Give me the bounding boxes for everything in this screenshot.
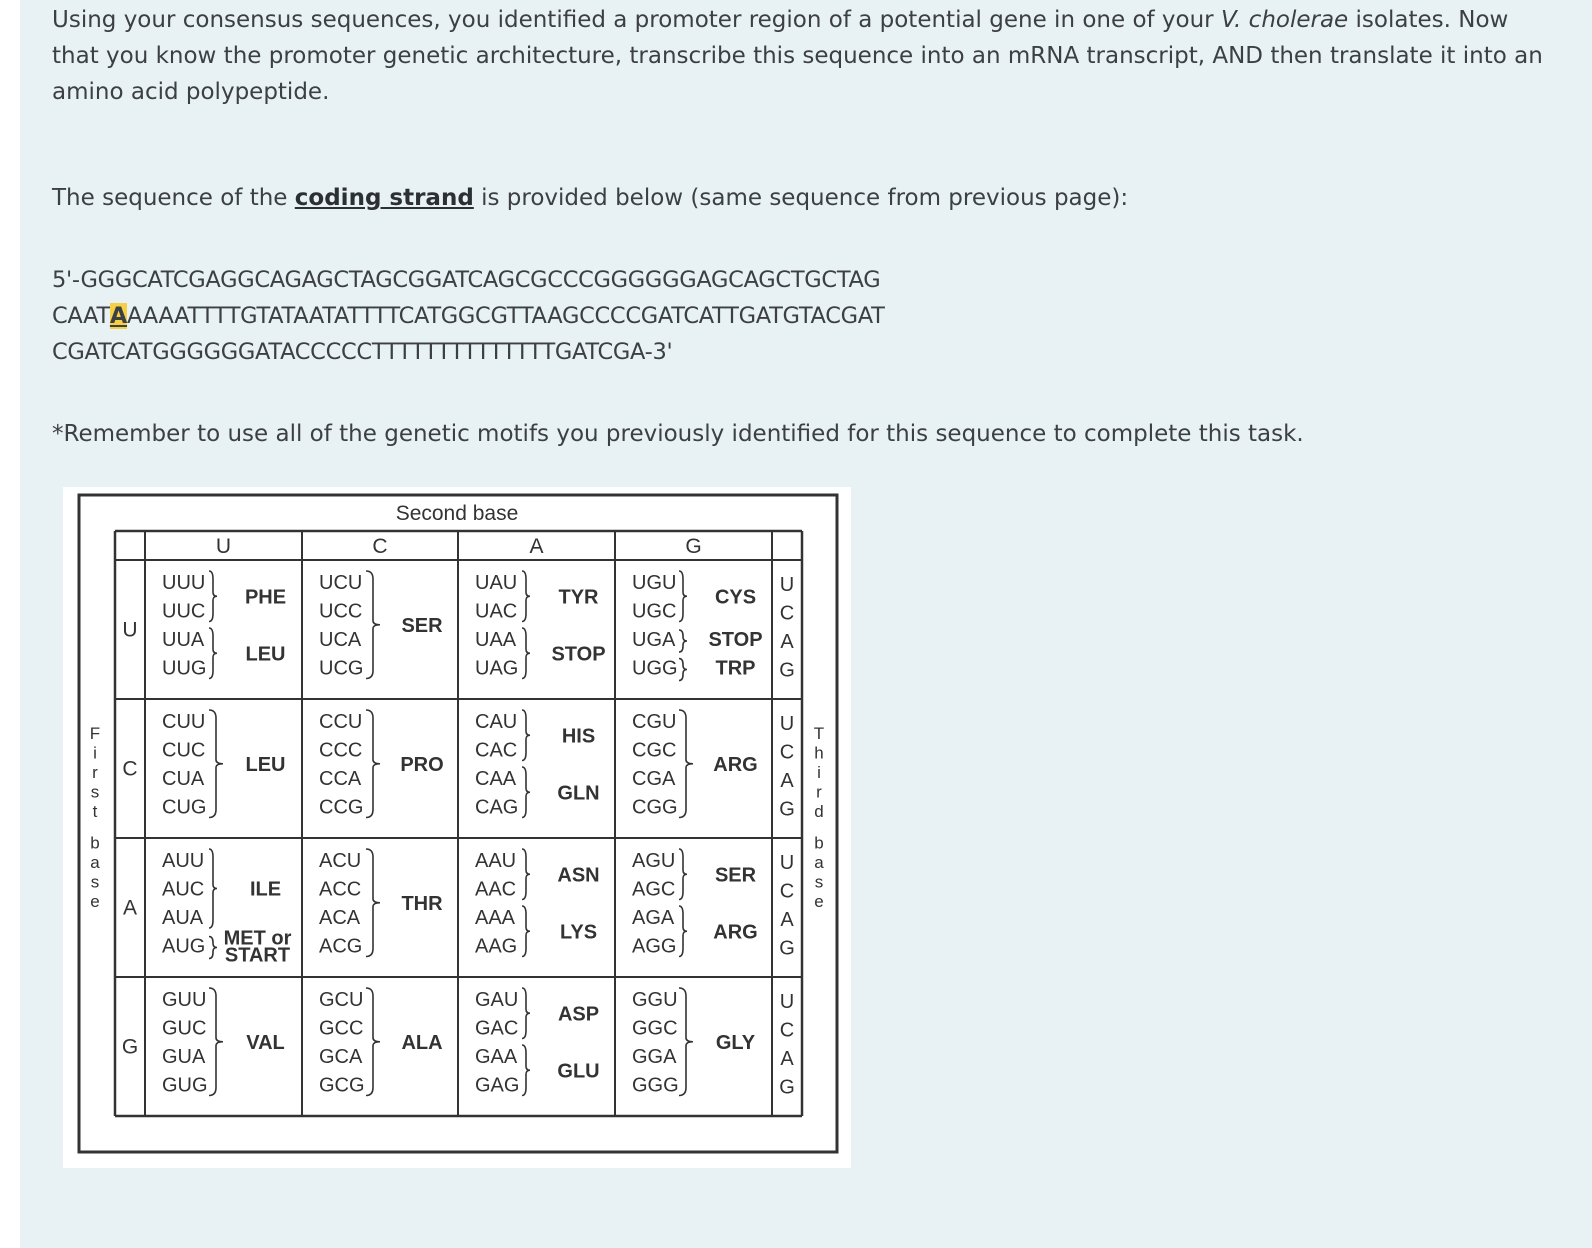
- first-base-label-G: G: [121, 1035, 139, 1059]
- codon-AUC: AUC: [162, 878, 205, 901]
- codon-CGA: CGA: [632, 768, 676, 790]
- codon-group-brace: [679, 630, 687, 652]
- intro-paragraph: [52, 2, 1552, 110]
- codon-CAU: CAU: [475, 711, 518, 733]
- first-base-label-letter: a: [90, 853, 100, 872]
- codon-group-brace: [209, 988, 223, 1096]
- third-base-label-letter: s: [814, 872, 824, 892]
- codon-group-brace: [209, 628, 217, 679]
- third-base-label-letter: b: [814, 833, 824, 853]
- first-base-label-letter: b: [90, 833, 100, 853]
- second-base-header: C: [372, 535, 388, 558]
- amino-acid-label-arg: ARG: [713, 921, 758, 944]
- amino-acid-label-start: START: [224, 944, 291, 967]
- codon-AUU: AUU: [162, 850, 205, 872]
- third-base-letter: A: [780, 770, 794, 792]
- codon-CCG: CCG: [319, 796, 364, 819]
- codon-CUC: CUC: [162, 739, 206, 762]
- third-base-letter: C: [779, 741, 795, 764]
- third-base-letter: U: [779, 713, 795, 735]
- codon-GUU: GUU: [162, 989, 207, 1011]
- codon-group-brace: [522, 710, 530, 761]
- first-base-label-letter: r: [92, 763, 98, 782]
- amino-acid-label-phe: PHE: [244, 586, 287, 609]
- codon-GUG: GUG: [162, 1074, 208, 1097]
- codon-UGC: UGC: [632, 600, 677, 623]
- amino-acid-label-cys: CYS: [714, 586, 757, 609]
- first-base-label-A: A: [122, 896, 138, 920]
- codon-group-brace: [522, 628, 530, 679]
- codon-group-brace: [209, 710, 223, 818]
- first-base-label-letter: s: [90, 782, 100, 802]
- codon-GGG: GGG: [632, 1074, 679, 1097]
- coding-strand-paragraph: [52, 180, 1128, 216]
- codon-group-brace: [366, 988, 380, 1096]
- codon-ACU: ACU: [319, 850, 362, 872]
- codon-group-brace: [679, 659, 687, 681]
- third-base-label-letter: e: [814, 892, 824, 911]
- third-base-letter: G: [779, 659, 795, 682]
- codon-group-brace: [679, 988, 693, 1096]
- third-base-letter: C: [779, 1019, 795, 1042]
- codon-group-brace: [366, 710, 380, 818]
- codon-GGA: GGA: [632, 1046, 677, 1068]
- codon-group-brace: [366, 849, 380, 957]
- first-base-label-letter: t: [92, 802, 98, 821]
- amino-acid-label-pro: PRO: [400, 753, 444, 776]
- codon-AAC: AAC: [475, 878, 517, 901]
- codon-AAU: AAU: [475, 850, 517, 872]
- amino-acid-label-val: VAL: [246, 1031, 285, 1054]
- codon-UGU: UGU: [632, 572, 677, 594]
- codon-GAC: GAC: [475, 1017, 519, 1040]
- codon-CCA: CCA: [319, 768, 362, 790]
- codon-GAA: GAA: [475, 1046, 518, 1068]
- third-base-letter: C: [779, 602, 795, 625]
- third-base-label-letter: i: [817, 763, 821, 782]
- codon-AUA: AUA: [162, 907, 204, 929]
- amino-acid-label-tyr: TYR: [558, 586, 599, 609]
- codon-group-brace: [522, 1045, 530, 1096]
- third-base-label-letter: r: [816, 782, 822, 802]
- codon-group-brace: [522, 906, 530, 957]
- amino-acid-label-lys: LYS: [559, 921, 598, 944]
- amino-acid-label-ile: ILE: [249, 878, 282, 901]
- codon-group-brace: [679, 710, 693, 818]
- codon-GGU: GGU: [632, 989, 678, 1011]
- amino-acid-label-asp: ASP: [557, 1003, 600, 1026]
- sequence-line-3: CGATCATGGGGGGATACCCCCTTTTTTTTTTTTTTGATCGA-3': [52, 339, 673, 365]
- codon-GCC: GCC: [319, 1017, 364, 1040]
- dna-sequence: [52, 262, 885, 370]
- third-base-label-letter: T: [813, 724, 825, 743]
- first-base-label-U: U: [122, 618, 138, 642]
- codon-group-brace: [209, 937, 217, 959]
- coding-strand-term: coding strand: [294, 185, 474, 211]
- codon-GUC: GUC: [162, 1017, 207, 1040]
- codon-group-brace: [366, 571, 380, 679]
- third-base-letter: U: [779, 852, 795, 874]
- amino-acid-label-ser: SER: [714, 864, 757, 887]
- codon-ACG: ACG: [319, 935, 363, 958]
- third-base-letter: U: [779, 574, 795, 596]
- codon-group-brace: [679, 849, 687, 900]
- codon-GAU: GAU: [475, 989, 519, 1011]
- codon-GGC: GGC: [632, 1017, 678, 1040]
- codon-CAC: CAC: [475, 739, 518, 762]
- sequence-line-1: 5'-GGGCATCGAGGCAGAGCTAGCGGATCAGCGCCCGGGGGGAGCAGCTGCTAG: [52, 267, 881, 293]
- amino-acid-label-ala: ALA: [401, 1031, 443, 1054]
- codon-group-brace: [679, 906, 687, 957]
- amino-acid-label-leu: LEU: [245, 643, 286, 666]
- codon-group-brace: [209, 571, 217, 622]
- codon-CGU: CGU: [632, 711, 677, 733]
- amino-acid-label-arg: ARG: [713, 753, 758, 776]
- first-base-label-C: C: [122, 757, 138, 781]
- codon-group-brace: [522, 571, 530, 622]
- codon-GAG: GAG: [475, 1074, 520, 1097]
- codon-AGC: AGC: [632, 878, 676, 901]
- amino-acid-label-glu: GLU: [557, 1060, 600, 1083]
- amino-acid-label-stop: STOP: [551, 643, 606, 666]
- first-base-label-letter: s: [90, 872, 100, 892]
- codon-UCG: UCG: [319, 657, 364, 680]
- amino-acid-label-leu: LEU: [245, 753, 286, 776]
- amino-acid-label-gly: GLY: [715, 1031, 756, 1054]
- codon-AAG: AAG: [475, 935, 518, 958]
- second-base-header: A: [529, 535, 544, 558]
- sequence-line-2-end: AAAATTTTGTATAATATTTTCATGGCGTTAAGCCCCGATCATTGATGTACGAT: [127, 303, 885, 329]
- codon-AGG: AGG: [632, 935, 677, 958]
- first-base-label-letter: i: [93, 743, 97, 763]
- amino-acid-label-met: MET or: [223, 927, 292, 950]
- amino-acid-label-his: HIS: [561, 725, 596, 748]
- codon-CGG: CGG: [632, 796, 678, 819]
- codon-group-brace: [522, 988, 530, 1039]
- codon-UUU: UUU: [162, 572, 206, 594]
- codon-UUC: UUC: [162, 600, 206, 623]
- reminder-note: *Remember to use all of the genetic motifs you previously identified for this sequence to complete this task.: [52, 421, 1304, 447]
- codon-GCA: GCA: [319, 1046, 363, 1068]
- third-base-letter: A: [780, 1048, 794, 1070]
- third-base-letter: U: [779, 991, 795, 1013]
- codon-GCG: GCG: [319, 1074, 365, 1097]
- codon-group-brace: [522, 767, 530, 818]
- codon-AUG: AUG: [162, 935, 206, 958]
- codon-CUG: CUG: [162, 796, 207, 819]
- amino-acid-label-thr: THR: [401, 892, 443, 915]
- codon-CUA: CUA: [162, 768, 205, 790]
- codon-CAA: CAA: [475, 768, 517, 790]
- codon-UAC: UAC: [475, 600, 518, 623]
- intro-text-start: Using your consensus sequences, you identified a promoter region of a potential gene in one of your: [52, 7, 1221, 33]
- codon-UGG: UGG: [632, 657, 678, 680]
- codon-UCU: UCU: [319, 572, 363, 594]
- codon-table: [63, 487, 851, 1168]
- third-base-letter: G: [779, 798, 795, 821]
- intro-text-end: isolates. Now that you know the promoter genetic architecture, transcribe this sequence into an mRNA transcript, AND then translate it into an amino acid polypeptide.: [52, 7, 1543, 105]
- third-base-letter: G: [779, 937, 795, 960]
- second-base-header: G: [685, 535, 702, 558]
- codon-ACA: ACA: [319, 907, 361, 929]
- third-base-label-letter: h: [814, 743, 824, 763]
- codon-UGA: UGA: [632, 629, 676, 651]
- codon-CCU: CCU: [319, 711, 363, 733]
- third-base-letter: A: [780, 631, 794, 653]
- amino-acid-label-stop: STOP: [708, 629, 763, 651]
- coding-text-start: The sequence of the: [52, 185, 295, 211]
- codon-UAU: UAU: [475, 572, 518, 594]
- codon-AGA: AGA: [632, 907, 675, 929]
- codon-group-brace: [679, 571, 687, 622]
- codon-UAA: UAA: [475, 629, 517, 651]
- codon-UCA: UCA: [319, 629, 362, 651]
- codon-CGC: CGC: [632, 739, 677, 762]
- amino-acid-label-trp: TRP: [715, 657, 756, 680]
- amino-acid-label-ser: SER: [401, 614, 443, 637]
- amino-acid-label-asn: ASN: [557, 864, 600, 887]
- codon-AGU: AGU: [632, 850, 676, 872]
- amino-acid-label-gln: GLN: [557, 782, 600, 805]
- codon-CUU: CUU: [162, 711, 206, 733]
- codon-GUA: GUA: [162, 1046, 206, 1068]
- codon-UUA: UUA: [162, 629, 205, 651]
- codon-GCU: GCU: [319, 989, 364, 1011]
- codon-group-brace: [522, 849, 530, 900]
- second-base-header: U: [215, 535, 232, 558]
- codon-ACC: ACC: [319, 878, 362, 901]
- sequence-line-2: [52, 298, 885, 334]
- codon-CCC: CCC: [319, 739, 363, 762]
- codon-AAA: AAA: [475, 907, 516, 929]
- codon-CAG: CAG: [475, 796, 519, 819]
- highlighted-nucleotide: A: [109, 303, 128, 329]
- second-base-label: Second base: [395, 502, 519, 525]
- codon-UUG: UUG: [162, 657, 207, 680]
- first-base-label-letter: e: [90, 892, 100, 911]
- codon-table-image: [63, 487, 851, 1168]
- third-base-label-letter: d: [814, 802, 824, 821]
- third-base-letter: A: [780, 909, 794, 931]
- coding-text-end: is provided below (same sequence from previous page):: [473, 185, 1129, 211]
- codon-UAG: UAG: [475, 657, 519, 680]
- species-name: V. cholerae: [1220, 7, 1349, 33]
- sequence-line-2-start: CAAT: [52, 303, 110, 329]
- third-base-label-letter: a: [814, 853, 824, 872]
- third-base-letter: G: [779, 1076, 795, 1099]
- first-base-label-letter: F: [89, 724, 101, 743]
- codon-group-brace: [209, 849, 217, 928]
- third-base-letter: C: [779, 880, 795, 903]
- codon-UCC: UCC: [319, 600, 363, 623]
